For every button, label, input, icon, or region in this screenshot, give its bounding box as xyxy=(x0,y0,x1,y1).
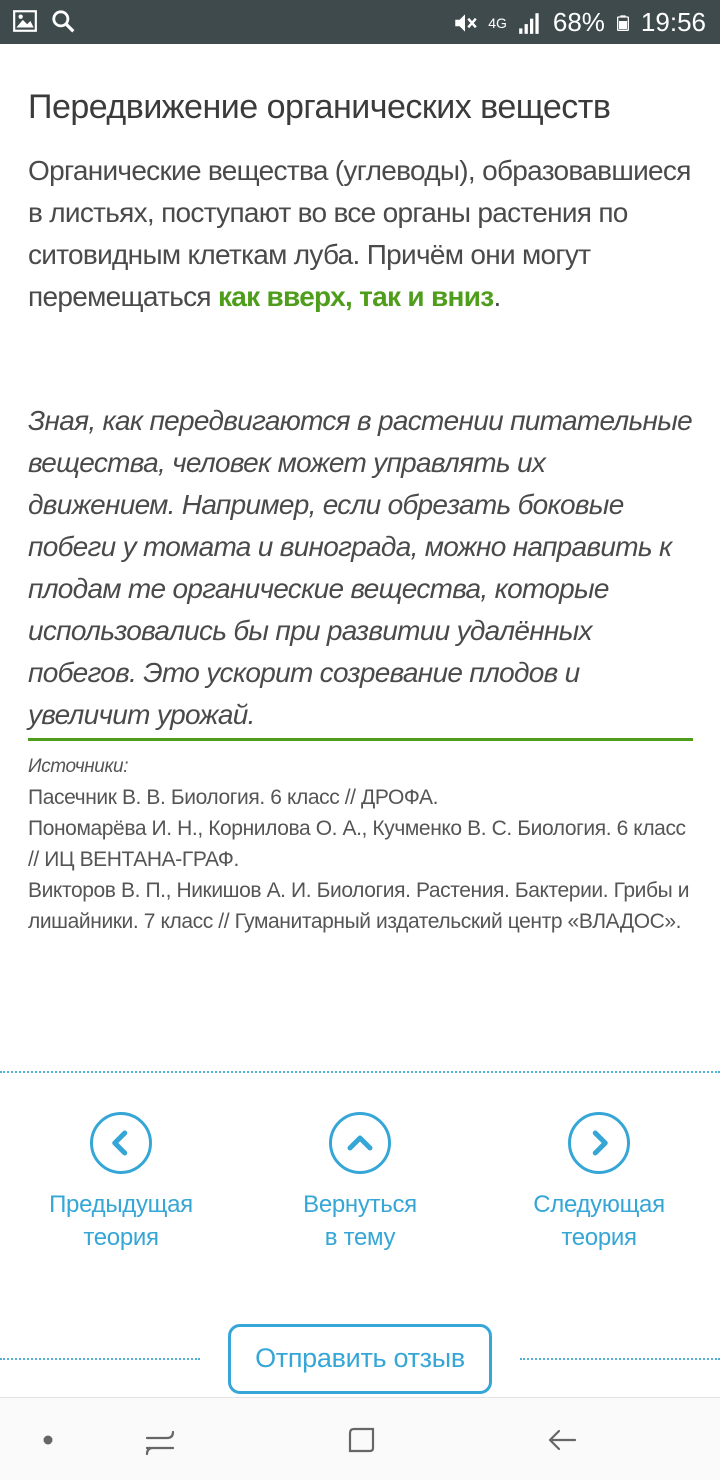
paragraph-text: Органические вещества (углеводы), образовавшиеся в листьях, поступают во все органы растения по ситовидным клеткам луба. Причём они могут перемещаться xyxy=(28,155,691,312)
source-item: Пономарёва И. Н., Корнилова О. А., Кучменко В. С. Биология. 6 класс // ИЦ ВЕНТАНА-ГРАФ. xyxy=(28,817,686,871)
status-bar xyxy=(0,0,720,44)
chevron-right-icon xyxy=(568,1112,630,1174)
page-title: Передвижение органических веществ xyxy=(28,88,611,126)
next-theory-label xyxy=(499,1188,699,1254)
dotted-divider xyxy=(0,1071,720,1073)
chevron-up-icon xyxy=(329,1112,391,1174)
article-note: Зная, как передвигаются в растении питательные вещества, человек может управлять их движением. Например, если обрезать боковые побеги у томата и винограда, можно направить к плодам те органические вещества, которые использовались бы при развитии удалённых побегов. Это ускорит созревание плодов и увеличит урожай. xyxy=(28,405,693,730)
previous-theory-label-line1: Предыдущая xyxy=(49,1191,193,1218)
source-item: Пасечник В. В. Биология. 6 класс // ДРОФА. xyxy=(28,786,439,809)
home-icon[interactable] xyxy=(341,1420,381,1460)
clock: 19:56 xyxy=(640,7,706,37)
back-to-topic-label xyxy=(260,1188,460,1254)
recent-apps-icon[interactable] xyxy=(140,1420,180,1460)
back-icon[interactable] xyxy=(542,1420,582,1460)
system-navigation-bar xyxy=(0,1397,720,1480)
theory-navigation xyxy=(0,1112,720,1272)
next-theory-label-line1: Следующая xyxy=(533,1191,665,1218)
dotted-divider-left xyxy=(0,1358,200,1360)
previous-theory-label-line2: теория xyxy=(83,1224,159,1251)
next-theory-button[interactable] xyxy=(499,1112,699,1254)
article-paragraph xyxy=(28,150,694,318)
paragraph-highlight: как вверх, так и вниз xyxy=(217,281,494,312)
previous-theory-button[interactable] xyxy=(21,1112,221,1254)
search-icon xyxy=(50,8,76,34)
back-to-topic-label-line2: в тему xyxy=(324,1224,396,1251)
dotted-divider-right xyxy=(520,1358,720,1360)
signal-icon xyxy=(517,10,543,36)
divider xyxy=(28,738,693,741)
dot-icon[interactable] xyxy=(28,1420,68,1460)
next-theory-label-line2: теория xyxy=(561,1224,637,1251)
source-item: Викторов В. П., Никишов А. И. Биология. Растения. Бактерии. Грибы и лишайники. 7 класс // Гуманитарный издательский центр «ВЛАДОС». xyxy=(28,879,690,933)
battery-percent: 68% xyxy=(552,7,605,37)
sources-block xyxy=(28,752,698,937)
sources-title: Источники: xyxy=(28,756,129,777)
previous-theory-label xyxy=(21,1188,221,1254)
image-icon xyxy=(12,8,38,34)
back-to-topic-label-line1: Вернуться xyxy=(303,1191,417,1218)
chevron-left-icon xyxy=(90,1112,152,1174)
mute-icon xyxy=(452,10,478,36)
battery-icon xyxy=(615,10,631,36)
back-to-topic-button[interactable] xyxy=(260,1112,460,1254)
network-4g-icon: 4G xyxy=(488,14,507,31)
paragraph-end: . xyxy=(493,281,501,312)
send-feedback-button[interactable]: Отправить отзыв xyxy=(228,1324,492,1394)
